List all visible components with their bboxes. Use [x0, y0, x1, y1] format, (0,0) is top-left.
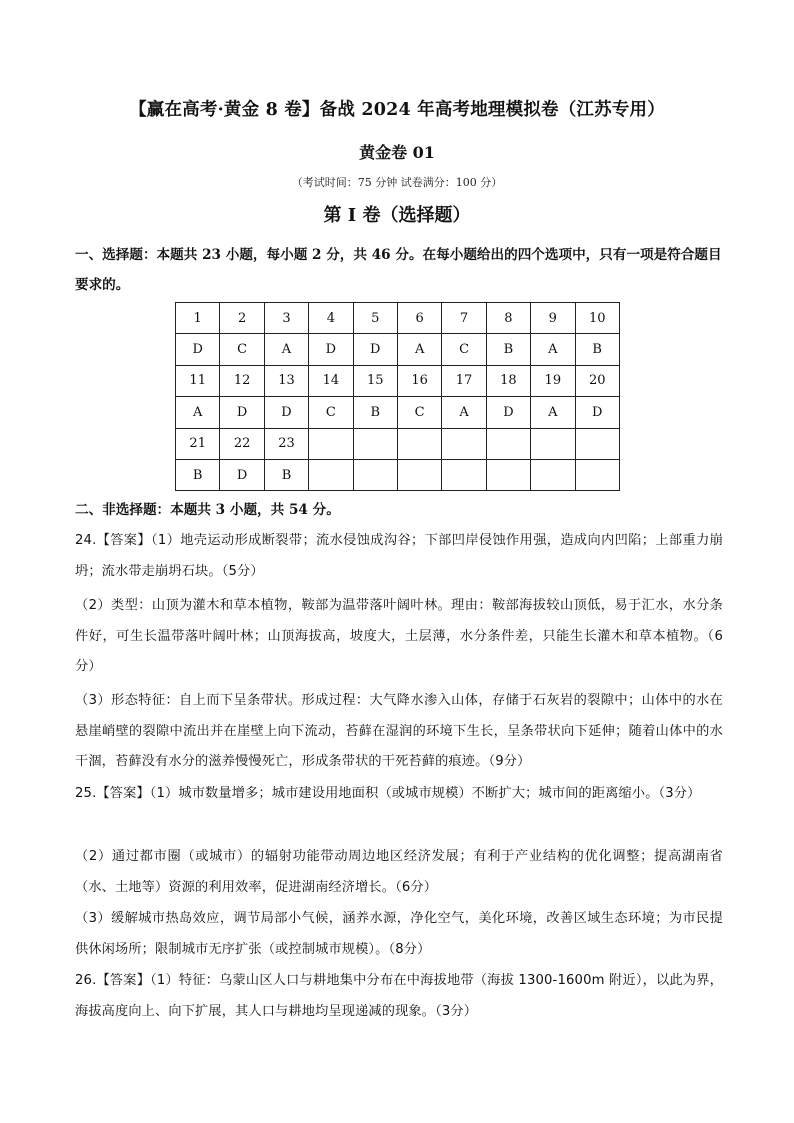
- table-cell: 17: [442, 365, 486, 396]
- table-cell: 1: [176, 303, 220, 334]
- table-cell: D: [309, 334, 353, 365]
- table-cell: 21: [176, 428, 220, 459]
- table-cell: D: [220, 459, 264, 490]
- table-cell: D: [486, 397, 530, 428]
- table-cell: 6: [397, 303, 441, 334]
- table-cell: [309, 428, 353, 459]
- table-cell: 14: [309, 365, 353, 396]
- table-cell: 16: [397, 365, 441, 396]
- table-cell: A: [176, 397, 220, 428]
- table-cell: [575, 428, 619, 459]
- table-cell: 3: [264, 303, 308, 334]
- table-cell: 9: [531, 303, 575, 334]
- document-title: 【赢在高考·黄金 8 卷】备战 2024 年高考地理模拟卷（江苏专用）: [129, 100, 665, 120]
- table-cell: A: [397, 334, 441, 365]
- table-cell: 18: [486, 365, 530, 396]
- table-cell: 23: [264, 428, 308, 459]
- table-cell: 15: [353, 365, 397, 396]
- table-cell: 4: [309, 303, 353, 334]
- exam-meta: （考试时间：75 分钟 试卷满分：100 分）: [291, 176, 503, 189]
- table-row: [176, 428, 620, 459]
- table-cell: [442, 459, 486, 490]
- table-cell: D: [264, 397, 308, 428]
- table-cell: 13: [264, 365, 308, 396]
- table-cell: C: [220, 334, 264, 365]
- document-subtitle: 黄金卷 01: [359, 143, 435, 162]
- answer-table: [175, 302, 620, 491]
- table-row: [176, 459, 620, 490]
- table-cell: 19: [531, 365, 575, 396]
- volume-heading: 第 I 卷（选择题）: [323, 205, 471, 226]
- table-cell: 8: [486, 303, 530, 334]
- table-cell: [531, 428, 575, 459]
- answer-26-part-1: 26.【答案】（1）特征：乌蒙山区人口与耕地集中分布在中海拔地带（海拔 1300-1600m 附近），以此为界，海拔高度向上、向下扩展，其人口与耕地均呈现递减的现象。（3分）: [75, 973, 723, 1019]
- table-cell: [486, 459, 530, 490]
- section-2-heading: 二、非选择题：本题共 3 小题，共 54 分。: [75, 502, 340, 518]
- table-cell: [353, 459, 397, 490]
- table-cell: [309, 459, 353, 490]
- answer-25-part-2: （2）通过都市圈（或城市）的辐射功能带动周边地区经济发展；有利于产业结构的优化调整；提高湖南省（水、土地等）资源的利用效率，促进湖南经济增长。（6分）: [75, 849, 723, 895]
- table-cell: 20: [575, 365, 619, 396]
- table-cell: [397, 459, 441, 490]
- table-cell: [486, 428, 530, 459]
- table-cell: [575, 459, 619, 490]
- table-cell: D: [220, 397, 264, 428]
- table-cell: A: [531, 397, 575, 428]
- table-cell: A: [264, 334, 308, 365]
- table-cell: 11: [176, 365, 220, 396]
- table-row: [176, 365, 620, 396]
- table-cell: B: [353, 397, 397, 428]
- table-cell: [397, 428, 441, 459]
- answer-24-part-2: （2）类型：山顶为灌木和草本植物，鞍部为温带落叶阔叶林。理由：鞍部海拔较山顶低，易于汇水，水分条件好，可生长温带落叶阔叶林；山顶海拔高，坡度大，土层薄，水分条件差，只能生长灌木和草本植物。（6分）: [75, 598, 723, 674]
- table-cell: [353, 428, 397, 459]
- table-cell: B: [486, 334, 530, 365]
- table-cell: 2: [220, 303, 264, 334]
- table-cell: 22: [220, 428, 264, 459]
- table-cell: C: [309, 397, 353, 428]
- table-row: [176, 303, 620, 334]
- table-row: [176, 334, 620, 365]
- table-cell: 10: [575, 303, 619, 334]
- table-cell: A: [531, 334, 575, 365]
- table-cell: B: [264, 459, 308, 490]
- answer-25-part-3: （3）缓解城市热岛效应，调节局部小气候，涵养水源，净化空气，美化环境，改善区域生态环境；为市民提供休闲场所；限制城市无序扩张（或控制城市规模）。（8分）: [75, 911, 723, 957]
- table-cell: D: [353, 334, 397, 365]
- table-cell: 5: [353, 303, 397, 334]
- table-cell: 7: [442, 303, 486, 334]
- table-cell: D: [176, 334, 220, 365]
- table-cell: C: [442, 334, 486, 365]
- table-row: [176, 397, 620, 428]
- answer-24-part-1: 24.【答案】（1）地壳运动形成断裂带；流水侵蚀成沟谷；下部凹岸侵蚀作用强，造成向内凹陷；上部重力崩坍；流水带走崩坍石块。（5分）: [75, 533, 723, 579]
- table-cell: B: [575, 334, 619, 365]
- table-cell: D: [575, 397, 619, 428]
- table-cell: [442, 428, 486, 459]
- table-cell: [531, 459, 575, 490]
- table-cell: A: [442, 397, 486, 428]
- answer-24-part-3: （3）形态特征：自上而下呈条带状。形成过程：大气降水渗入山体，存储于石灰岩的裂隙中；山体中的水在悬崖峭壁的裂隙中流出并在崖壁上向下流动，苔藓在湿润的环境下生长，呈条带状向下延伸；随着山体中的水干涸，苔藓没有水分的滋养慢慢死亡，形成条带状的干死苔藓的痕迹。（9分）: [75, 693, 723, 769]
- table-cell: B: [176, 459, 220, 490]
- table-cell: 12: [220, 365, 264, 396]
- section-1-heading: 一、选择题：本题共 23 小题，每小题 2 分，共 46 分。在每小题给出的四个选项中，只有一项是符合题目要求的。: [75, 247, 722, 293]
- answer-25-part-1: 25.【答案】（1）城市数量增多；城市建设用地面积（或城市规模）不断扩大；城市间的距离缩小。（3分）: [75, 786, 701, 801]
- table-cell: C: [397, 397, 441, 428]
